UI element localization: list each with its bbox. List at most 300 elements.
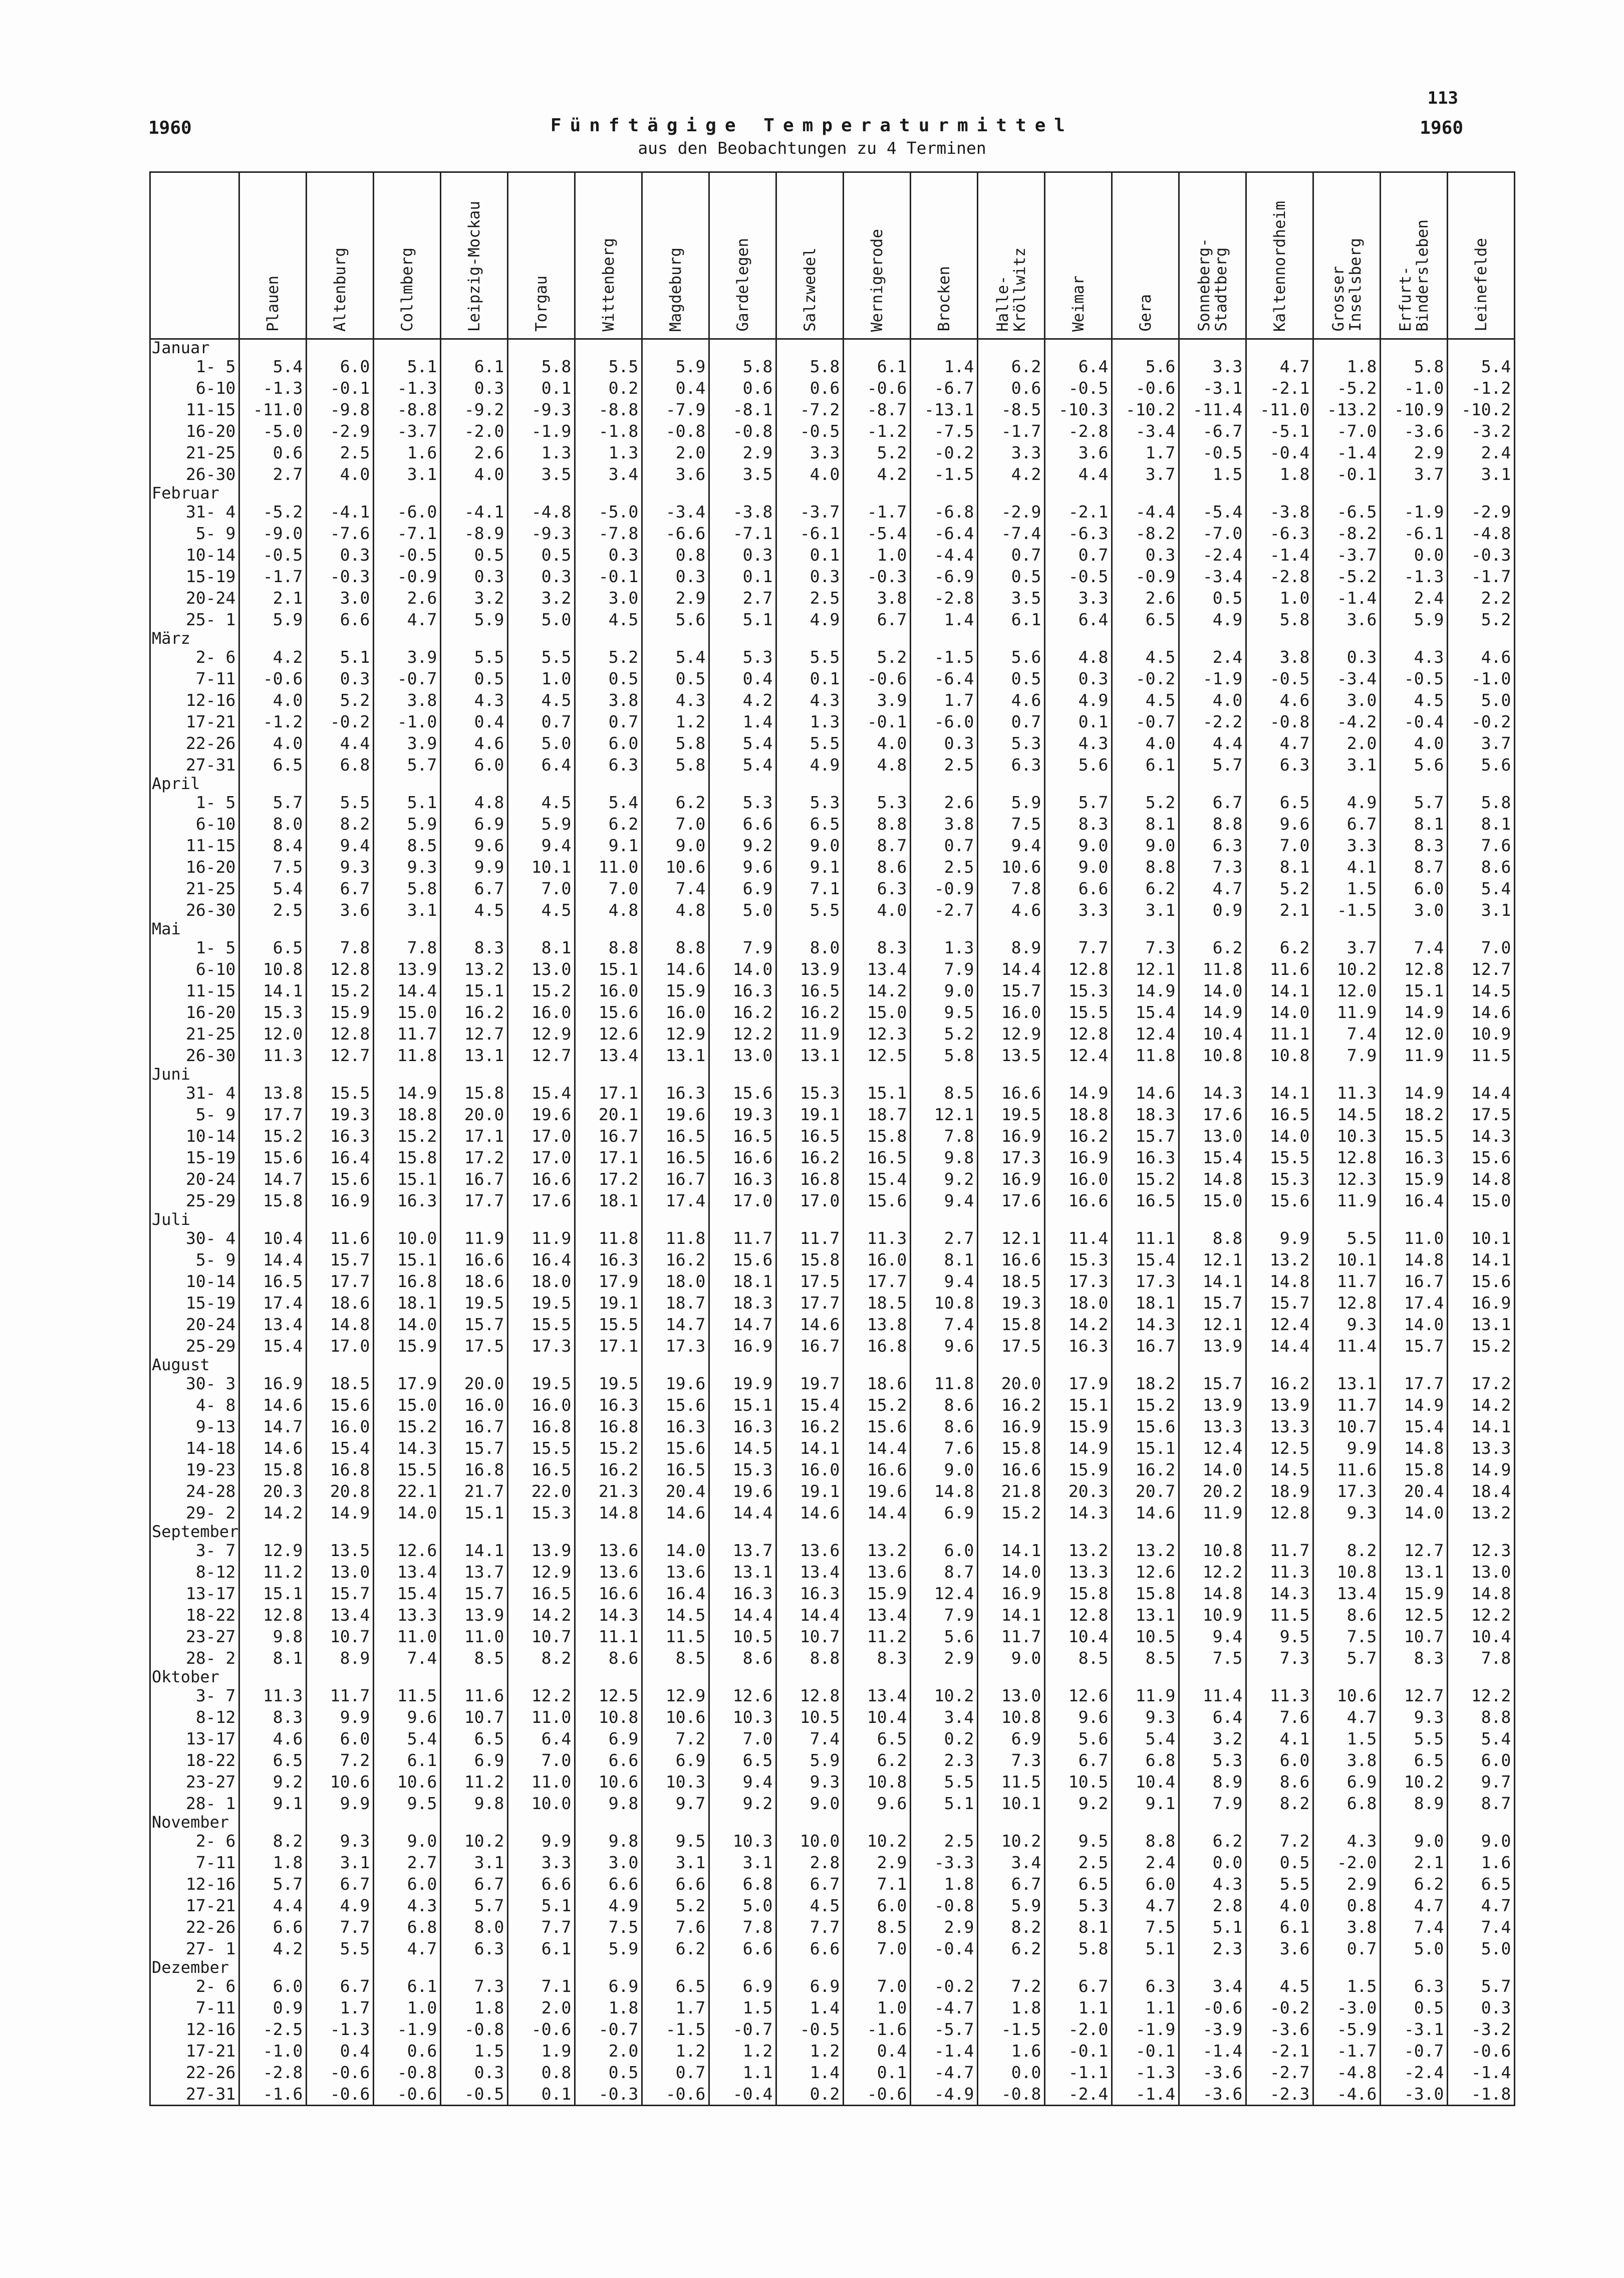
temperature-cell: 13.9	[1246, 1394, 1313, 1416]
temperature-cell: 15.2	[978, 1502, 1045, 1524]
temperature-cell: 19.3	[978, 1292, 1045, 1314]
temperature-cell: 8.3	[1045, 813, 1112, 835]
temperature-cell: 7.4	[776, 1728, 844, 1749]
temperature-cell: 6.3	[978, 754, 1045, 776]
temperature-cell: 5.5	[1246, 1873, 1313, 1895]
temperature-cell: 2.0	[642, 442, 709, 463]
period-cell: 27- 1	[150, 1938, 239, 1959]
temperature-cell: 15.7	[307, 1583, 374, 1604]
temperature-cell: 6.9	[642, 1749, 709, 1771]
temperature-cell: 5.8	[508, 356, 575, 377]
temperature-cell: 2.1	[1246, 899, 1313, 921]
temperature-cell: 4.9	[1045, 689, 1112, 711]
temperature-cell: 1.7	[642, 1997, 709, 2018]
month-row-spacer	[441, 1524, 508, 1540]
temperature-cell: 4.5	[1381, 689, 1448, 711]
temperature-cell: 3.2	[1179, 1728, 1246, 1749]
period-cell: 3- 7	[150, 1685, 239, 1706]
temperature-cell: -8.2	[1313, 523, 1381, 544]
temperature-cell: 4.5	[508, 899, 575, 921]
table-row	[150, 856, 1515, 878]
temperature-cell: 12.2	[709, 1023, 776, 1045]
temperature-cell: 13.1	[776, 1045, 844, 1066]
temperature-cell: 0.5	[642, 668, 709, 689]
temperature-cell: 15.1	[239, 1583, 307, 1604]
temperature-cell: 18.1	[374, 1292, 441, 1314]
temperature-cell: 5.3	[978, 732, 1045, 754]
temperature-cell: 16.8	[441, 1459, 508, 1480]
station-header	[1246, 172, 1313, 339]
period-header-corner	[150, 172, 239, 339]
temperature-cell: 15.9	[1045, 1416, 1112, 1437]
temperature-cell: 6.0	[575, 732, 642, 754]
temperature-cell: 2.7	[911, 1227, 978, 1249]
temperature-cell: 14.6	[1112, 1502, 1179, 1524]
period-cell: 21-25	[150, 1023, 239, 1045]
temperature-cell: 0.6	[374, 2040, 441, 2062]
temperature-cell: 15.5	[1381, 1125, 1448, 1147]
month-row-spacer	[1112, 1814, 1179, 1830]
temperature-cell: 0.9	[1179, 899, 1246, 921]
temperature-cell: 6.2	[575, 813, 642, 835]
temperature-cell: 7.2	[307, 1749, 374, 1771]
temperature-cell: 0.5	[575, 2062, 642, 2083]
temperature-cell: 13.4	[844, 1685, 911, 1706]
temperature-cell: 3.6	[307, 899, 374, 921]
temperature-cell: 12.8	[1313, 1147, 1381, 1168]
temperature-cell: 17.7	[844, 1271, 911, 1292]
month-row-spacer	[1381, 776, 1448, 792]
temperature-cell: 7.0	[508, 878, 575, 899]
temperature-cell: 11.5	[642, 1626, 709, 1647]
temperature-cell: 13.3	[1179, 1416, 1246, 1437]
temperature-cell: 3.0	[1313, 689, 1381, 711]
temperature-cell: 12.2	[1448, 1604, 1515, 1626]
temperature-cell: -6.3	[1246, 523, 1313, 544]
table-row	[150, 1125, 1515, 1147]
temperature-cell: 7.4	[1381, 1916, 1448, 1938]
temperature-cell: 5.8	[776, 356, 844, 377]
temperature-cell: 3.7	[1112, 463, 1179, 485]
period-cell: 21-25	[150, 442, 239, 463]
temperature-cell: 1.8	[239, 1852, 307, 1873]
temperature-cell: 12.4	[1112, 1023, 1179, 1045]
temperature-cell: 4.6	[239, 1728, 307, 1749]
temperature-cell: 15.2	[374, 1416, 441, 1437]
temperature-cell: 12.0	[1381, 1023, 1448, 1045]
temperature-cell: -8.9	[441, 523, 508, 544]
temperature-cell: -0.5	[441, 2083, 508, 2106]
page-subtitle: aus den Beobachtungen zu 4 Terminen	[638, 138, 986, 158]
table-row	[150, 2018, 1515, 2040]
temperature-cell: 4.3	[1313, 1830, 1381, 1852]
temperature-cell: -13.2	[1313, 399, 1381, 420]
temperature-cell: 7.9	[1179, 1793, 1246, 1814]
month-row-spacer	[978, 1524, 1045, 1540]
temperature-cell: 14.8	[1448, 1583, 1515, 1604]
temperature-cell: 5.1	[1179, 1916, 1246, 1938]
temperature-cell: 16.2	[441, 1001, 508, 1023]
temperature-cell: -0.7	[1381, 2040, 1448, 2062]
temperature-cell: 4.8	[1045, 646, 1112, 668]
temperature-cell: -1.6	[239, 2083, 307, 2106]
month-row-spacer	[1246, 776, 1313, 792]
month-row-spacer	[1045, 1669, 1112, 1685]
table-row	[150, 1502, 1515, 1524]
temperature-cell: 3.8	[1313, 1749, 1381, 1771]
temperature-cell: 19.6	[642, 1373, 709, 1394]
temperature-cell: 12.5	[844, 1045, 911, 1066]
temperature-cell: 7.0	[844, 1938, 911, 1959]
temperature-cell: 10.7	[1313, 1416, 1381, 1437]
temperature-cell: 0.2	[911, 1728, 978, 1749]
temperature-cell: 16.9	[978, 1416, 1045, 1437]
temperature-cell: -0.5	[239, 544, 307, 566]
temperature-cell: 17.2	[575, 1168, 642, 1190]
temperature-cell: 11.7	[374, 1023, 441, 1045]
period-cell: 15-19	[150, 1147, 239, 1168]
table-row	[150, 1706, 1515, 1728]
temperature-cell: 3.2	[508, 587, 575, 609]
temperature-cell: 16.2	[642, 1249, 709, 1271]
table-row	[150, 792, 1515, 813]
temperature-cell: 7.0	[844, 1975, 911, 1997]
temperature-cell: 17.7	[307, 1271, 374, 1292]
temperature-cell: 19.1	[776, 1480, 844, 1502]
temperature-cell: 9.3	[776, 1771, 844, 1793]
temperature-cell: 12.7	[1381, 1540, 1448, 1561]
month-row-spacer	[1179, 485, 1246, 501]
temperature-cell: 2.0	[575, 2040, 642, 2062]
temperature-cell: 14.3	[1246, 1583, 1313, 1604]
temperature-cell: 0.6	[978, 377, 1045, 399]
month-row-spacer	[239, 1066, 307, 1082]
temperature-cell: 15.7	[1381, 1335, 1448, 1357]
temperature-cell: 11.7	[1313, 1271, 1381, 1292]
period-cell: 25-29	[150, 1190, 239, 1211]
temperature-cell: 9.0	[1448, 1830, 1515, 1852]
temperature-cell: -7.1	[709, 523, 776, 544]
temperature-cell: 7.5	[239, 856, 307, 878]
temperature-cell: 12.1	[1112, 958, 1179, 980]
month-row-spacer	[978, 1814, 1045, 1830]
temperature-cell: 0.3	[441, 566, 508, 587]
temperature-cell: 13.7	[441, 1561, 508, 1583]
temperature-cell: 20.0	[441, 1104, 508, 1125]
temperature-cell: 5.8	[1246, 609, 1313, 630]
period-cell: 1- 5	[150, 792, 239, 813]
temperature-cell: 1.5	[441, 2040, 508, 2062]
temperature-cell: 9.2	[239, 1771, 307, 1793]
month-row-spacer	[441, 921, 508, 937]
month-row-spacer	[1313, 1524, 1381, 1540]
temperature-cell: 16.5	[709, 1125, 776, 1147]
temperature-cell: 4.4	[307, 732, 374, 754]
temperature-cell: -10.2	[1112, 399, 1179, 420]
temperature-cell: 11.8	[1112, 1045, 1179, 1066]
temperature-cell: 17.6	[1179, 1104, 1246, 1125]
temperature-cell: 8.3	[1381, 835, 1448, 856]
temperature-cell: 5.2	[1448, 609, 1515, 630]
temperature-cell: 16.3	[575, 1249, 642, 1271]
temperature-cell: 2.8	[1179, 1895, 1246, 1916]
station-header	[642, 172, 709, 339]
temperature-cell: 1.4	[911, 609, 978, 630]
temperature-cell: -0.6	[844, 668, 911, 689]
temperature-cell: 15.1	[441, 1502, 508, 1524]
temperature-cell: -0.1	[575, 566, 642, 587]
temperature-cell: 8.5	[1112, 1647, 1179, 1669]
temperature-cell: -0.1	[844, 711, 911, 732]
temperature-cell: 8.8	[776, 1647, 844, 1669]
temperature-cell: 15.2	[1112, 1394, 1179, 1416]
temperature-cell: 6.5	[441, 1728, 508, 1749]
temperature-cell: 14.8	[1179, 1168, 1246, 1190]
temperature-cell: 14.6	[1112, 1082, 1179, 1104]
temperature-cell: 14.7	[239, 1168, 307, 1190]
temperature-cell: 12.4	[1045, 1045, 1112, 1066]
temperature-cell: 8.1	[1448, 813, 1515, 835]
temperature-cell: 5.6	[1045, 754, 1112, 776]
temperature-cell: 16.4	[1381, 1190, 1448, 1211]
temperature-cell: 9.4	[911, 1190, 978, 1211]
temperature-cell: 12.8	[239, 1604, 307, 1626]
temperature-cell: -5.2	[239, 501, 307, 523]
temperature-cell: 15.3	[508, 1502, 575, 1524]
temperature-cell: 14.1	[441, 1540, 508, 1561]
temperature-cell: 8.5	[441, 1647, 508, 1669]
month-row-spacer	[1381, 921, 1448, 937]
temperature-cell: 7.1	[844, 1873, 911, 1895]
temperature-cell: 11.5	[374, 1685, 441, 1706]
temperature-cell: 13.4	[374, 1561, 441, 1583]
temperature-cell: 1.8	[441, 1997, 508, 2018]
temperature-cell: 10.8	[1179, 1540, 1246, 1561]
temperature-cell: 8.6	[911, 1416, 978, 1437]
period-cell: 8-12	[150, 1561, 239, 1583]
temperature-cell: 16.6	[978, 1082, 1045, 1104]
temperature-cell: 1.5	[1179, 463, 1246, 485]
table-row	[150, 1314, 1515, 1335]
period-cell: 14-18	[150, 1437, 239, 1459]
temperature-cell: -0.8	[642, 420, 709, 442]
month-row-spacer	[1448, 1669, 1515, 1685]
temperature-cell: 3.6	[1045, 442, 1112, 463]
temperature-cell: 11.0	[508, 1771, 575, 1793]
month-row-spacer	[642, 1357, 709, 1373]
temperature-cell: 5.5	[508, 646, 575, 668]
temperature-cell: 12.1	[911, 1104, 978, 1125]
temperature-cell: 13.4	[239, 1314, 307, 1335]
temperature-cell: 13.1	[1313, 1373, 1381, 1394]
temperature-cell: -0.7	[1112, 711, 1179, 732]
period-cell: 6-10	[150, 813, 239, 835]
temperature-cell: 9.0	[776, 835, 844, 856]
month-row-spacer	[642, 1066, 709, 1082]
temperature-cell: 0.3	[441, 377, 508, 399]
temperature-cell: 0.5	[978, 668, 1045, 689]
temperature-cell: 9.9	[307, 1793, 374, 1814]
temperature-cell: 16.3	[1381, 1147, 1448, 1168]
temperature-cell: -6.4	[911, 668, 978, 689]
temperature-cell: 3.0	[1381, 899, 1448, 921]
station-header	[307, 172, 374, 339]
temperature-cell: 10.9	[1448, 1023, 1515, 1045]
temperature-cell: 8.8	[1448, 1706, 1515, 1728]
month-row-spacer	[1179, 921, 1246, 937]
temperature-cell: -0.2	[1246, 1997, 1313, 2018]
temperature-cell: 0.7	[575, 711, 642, 732]
temperature-cell: 6.6	[575, 1749, 642, 1771]
temperature-cell: 9.3	[1313, 1314, 1381, 1335]
temperature-cell: 13.2	[844, 1540, 911, 1561]
month-row-spacer	[307, 776, 374, 792]
temperature-cell: 15.9	[1381, 1168, 1448, 1190]
temperature-cell: 3.4	[978, 1852, 1045, 1873]
table-row	[150, 1895, 1515, 1916]
month-row	[150, 1524, 1515, 1540]
temperature-cell: 7.8	[709, 1916, 776, 1938]
temperature-cell: 11.6	[307, 1227, 374, 1249]
temperature-cell: 11.9	[508, 1227, 575, 1249]
temperature-cell: 6.6	[575, 1873, 642, 1895]
month-row-spacer	[239, 1814, 307, 1830]
month-row-spacer	[575, 1357, 642, 1373]
table-row	[150, 1480, 1515, 1502]
temperature-cell: 3.6	[1246, 1938, 1313, 1959]
month-row-spacer	[911, 1669, 978, 1685]
month-row-spacer	[239, 630, 307, 646]
month-row-spacer	[1045, 1524, 1112, 1540]
temperature-cell: 15.7	[307, 1249, 374, 1271]
month-row-spacer	[1313, 339, 1381, 356]
temperature-cell: 2.9	[1381, 442, 1448, 463]
temperature-cell: 4.0	[844, 732, 911, 754]
month-row-spacer	[978, 630, 1045, 646]
temperature-cell: -9.2	[441, 399, 508, 420]
month-row-spacer	[239, 1669, 307, 1685]
temperature-cell: 14.4	[1246, 1335, 1313, 1357]
temperature-cell: -0.1	[1112, 2040, 1179, 2062]
table-row	[150, 1045, 1515, 1066]
temperature-cell: 8.9	[1179, 1771, 1246, 1793]
temperature-cell: 7.0	[1448, 937, 1515, 958]
temperature-cell: 16.8	[844, 1335, 911, 1357]
month-row-spacer	[1448, 339, 1515, 356]
table-row	[150, 732, 1515, 754]
temperature-cell: -0.6	[307, 2062, 374, 2083]
temperature-cell: 15.8	[978, 1437, 1045, 1459]
temperature-cell: 6.5	[239, 754, 307, 776]
temperature-cell: 4.6	[978, 899, 1045, 921]
temperature-cell: 1.4	[709, 711, 776, 732]
period-cell: 16-20	[150, 1001, 239, 1023]
temperature-cell: 16.0	[307, 1416, 374, 1437]
temperature-cell: 17.0	[508, 1125, 575, 1147]
temperature-cell: -6.7	[911, 377, 978, 399]
temperature-cell: 6.9	[911, 1502, 978, 1524]
temperature-cell: 6.0	[1246, 1749, 1313, 1771]
temperature-cell: 15.6	[1112, 1416, 1179, 1437]
temperature-cell: 15.5	[508, 1437, 575, 1459]
temperature-cell: 5.0	[709, 1895, 776, 1916]
table-row	[150, 1104, 1515, 1125]
station-name: Altenburg	[331, 247, 349, 332]
temperature-cell: 12.7	[1448, 958, 1515, 980]
temperature-cell: 6.7	[307, 1873, 374, 1895]
temperature-cell: -11.0	[1246, 399, 1313, 420]
temperature-cell: 5.3	[844, 792, 911, 813]
table-row	[150, 1938, 1515, 1959]
temperature-cell: 11.4	[1179, 1685, 1246, 1706]
temperature-cell: 12.9	[642, 1685, 709, 1706]
month-row-spacer	[374, 921, 441, 937]
temperature-cell: 3.3	[1313, 835, 1381, 856]
temperature-cell: 15.2	[575, 1437, 642, 1459]
temperature-cell: 6.2	[978, 356, 1045, 377]
temperature-cell: -3.0	[1313, 1997, 1381, 2018]
temperature-cell: 18.1	[709, 1271, 776, 1292]
temperature-cell: 16.8	[508, 1416, 575, 1437]
temperature-cell: 1.0	[508, 668, 575, 689]
temperature-cell: 14.0	[978, 1561, 1045, 1583]
table-row	[150, 1147, 1515, 1168]
temperature-cell: 5.5	[776, 646, 844, 668]
temperature-cell: 16.7	[575, 1125, 642, 1147]
period-cell: 31- 4	[150, 1082, 239, 1104]
temperature-cell: -0.2	[1448, 711, 1515, 732]
temperature-cell: 6.9	[709, 1975, 776, 1997]
temperature-cell: 6.1	[374, 1749, 441, 1771]
month-row-spacer	[1179, 339, 1246, 356]
month-row-spacer	[575, 776, 642, 792]
month-row-spacer	[776, 1959, 844, 1975]
temperature-cell: 5.4	[709, 754, 776, 776]
temperature-cell: 6.2	[1179, 1830, 1246, 1852]
temperature-cell: 11.4	[1045, 1227, 1112, 1249]
temperature-cell: 0.8	[642, 544, 709, 566]
temperature-cell: 17.2	[441, 1147, 508, 1168]
month-row-spacer	[642, 1959, 709, 1975]
temperature-cell: 15.8	[374, 1147, 441, 1168]
period-cell: 13-17	[150, 1583, 239, 1604]
temperature-cell: 6.7	[978, 1873, 1045, 1895]
month-row-spacer	[776, 921, 844, 937]
temperature-cell: 5.4	[239, 878, 307, 899]
temperature-cell: 11.7	[709, 1227, 776, 1249]
table-row	[150, 2040, 1515, 2062]
temperature-cell: 16.6	[844, 1459, 911, 1480]
temperature-cell: 1.5	[1313, 878, 1381, 899]
temperature-cell: 12.8	[307, 1023, 374, 1045]
table-row	[150, 1647, 1515, 1669]
period-cell: 2- 6	[150, 1975, 239, 1997]
temperature-cell: 12.4	[1246, 1314, 1313, 1335]
month-row-spacer	[575, 1066, 642, 1082]
temperature-cell: 8.2	[307, 813, 374, 835]
station-name: Plauen	[263, 276, 282, 332]
temperature-cell: 14.4	[844, 1437, 911, 1459]
temperature-cell: 8.5	[374, 835, 441, 856]
temperature-cell: 11.9	[776, 1023, 844, 1045]
temperature-cell: 18.0	[642, 1271, 709, 1292]
temperature-cell: 7.3	[1246, 1647, 1313, 1669]
temperature-cell: -0.6	[1179, 1997, 1246, 2018]
temperature-cell: 8.6	[709, 1647, 776, 1669]
temperature-cell: -3.6	[1179, 2062, 1246, 2083]
temperature-cell: -0.6	[1448, 2040, 1515, 2062]
period-cell: 17-21	[150, 2040, 239, 2062]
